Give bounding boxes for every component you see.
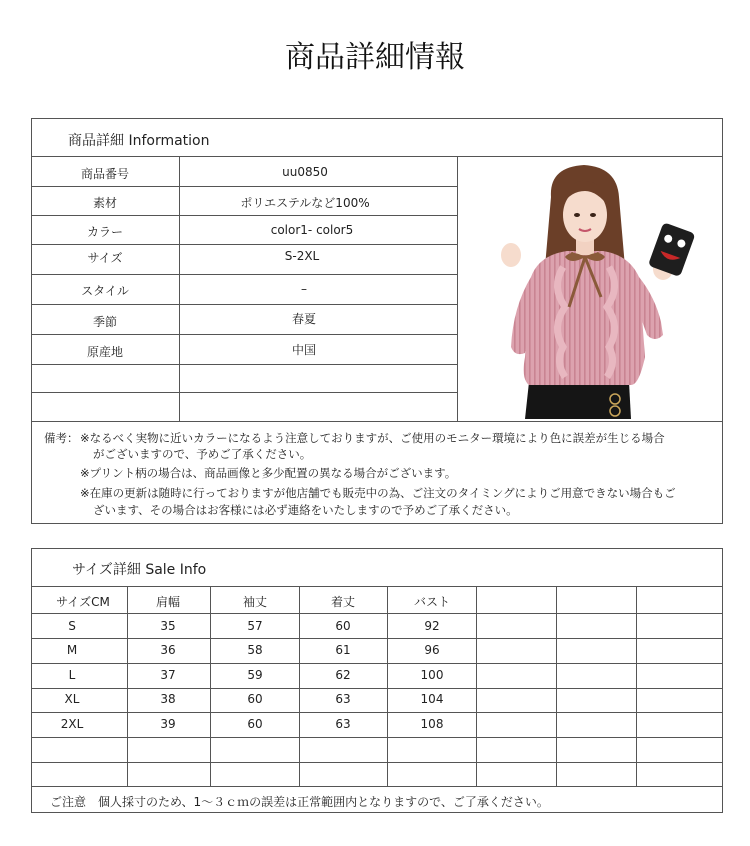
size-cell: 38: [160, 692, 176, 706]
size-cell: 63: [335, 692, 351, 706]
size-cell: 60: [247, 717, 263, 731]
size-col-header: 袖丈: [242, 595, 268, 609]
info-heading: 商品詳細 Information: [68, 133, 210, 149]
info-row-label: 商品番号: [80, 167, 130, 181]
info-row-value: –: [301, 282, 307, 296]
size-cell: 62: [335, 668, 351, 682]
info-row-value: color1- color5: [270, 223, 354, 237]
size-cell: 60: [247, 692, 263, 706]
note-line: ※プリント柄の場合は、商品画像と多少配置の異なる場合がございます。: [80, 466, 457, 480]
page-title: 商品詳細情報: [285, 40, 465, 75]
size-cell: 63: [335, 717, 351, 731]
info-row-label: スタイル: [81, 284, 129, 298]
size-col-header: 肩幅: [155, 595, 181, 609]
size-cell: 61: [335, 643, 351, 657]
info-row-label: 季節: [92, 315, 118, 329]
size-cell: 108: [420, 717, 444, 731]
size-cell: 100: [420, 668, 444, 682]
note-line: ※なるべく実物に近いカラーになるよう注意しておりますが、ご使用のモニター環境により色に誤差が生じる場合: [80, 431, 665, 445]
size-cell: 37: [160, 668, 176, 682]
info-row-value: 中国: [291, 343, 317, 357]
size-cell: XL: [64, 692, 80, 706]
info-row-value: 春夏: [291, 312, 317, 326]
size-cell: 59: [247, 668, 263, 682]
size-cell: 39: [160, 717, 176, 731]
note-prefix: 備考：: [44, 431, 79, 445]
size-cell: 57: [247, 619, 263, 633]
size-cell: 92: [424, 619, 440, 633]
size-col-header: サイズCM: [56, 595, 110, 609]
size-cell: 36: [160, 643, 176, 657]
size-heading: サイズ詳細 Sale Info: [72, 562, 207, 578]
size-cell: 96: [424, 643, 440, 657]
size-cell: 35: [160, 619, 176, 633]
info-row-label: サイズ: [87, 251, 123, 265]
size-cell: 2XL: [60, 717, 84, 731]
info-row-value: ポリエステルなど100%: [240, 196, 370, 210]
note-line: ざいます、その場合はお客様には必ず連絡をいたしますので予めご了承ください。: [93, 503, 518, 517]
product-photo: [459, 157, 721, 419]
info-row-label: 素材: [92, 196, 118, 210]
size-table: [31, 548, 723, 813]
size-cell: L: [68, 668, 76, 682]
size-cell: M: [66, 643, 78, 657]
size-cell: 58: [247, 643, 263, 657]
size-col-header: 着丈: [330, 595, 356, 609]
info-row-value: uu0850: [282, 165, 328, 179]
note-line: ※在庫の更新は随時に行っておりますが他店舗でも販売中の為、ご注文のタイミングによりご用意できない場合もご: [80, 486, 676, 500]
size-cell: S: [68, 619, 76, 633]
size-col-header: バスト: [413, 595, 451, 609]
size-cell: 104: [420, 692, 444, 706]
info-row-label: 原産地: [86, 345, 124, 359]
size-footer-note: ご注意 個人採寸のため、1～３ｃｍの誤差は正常範囲内となりますので、ご了承ください。: [50, 795, 549, 809]
size-cell: 60: [335, 619, 351, 633]
info-row-value: S-2XL: [284, 249, 320, 263]
note-line: がございますので、予めご了承ください。: [93, 447, 312, 461]
info-row-label: カラー: [86, 225, 124, 239]
